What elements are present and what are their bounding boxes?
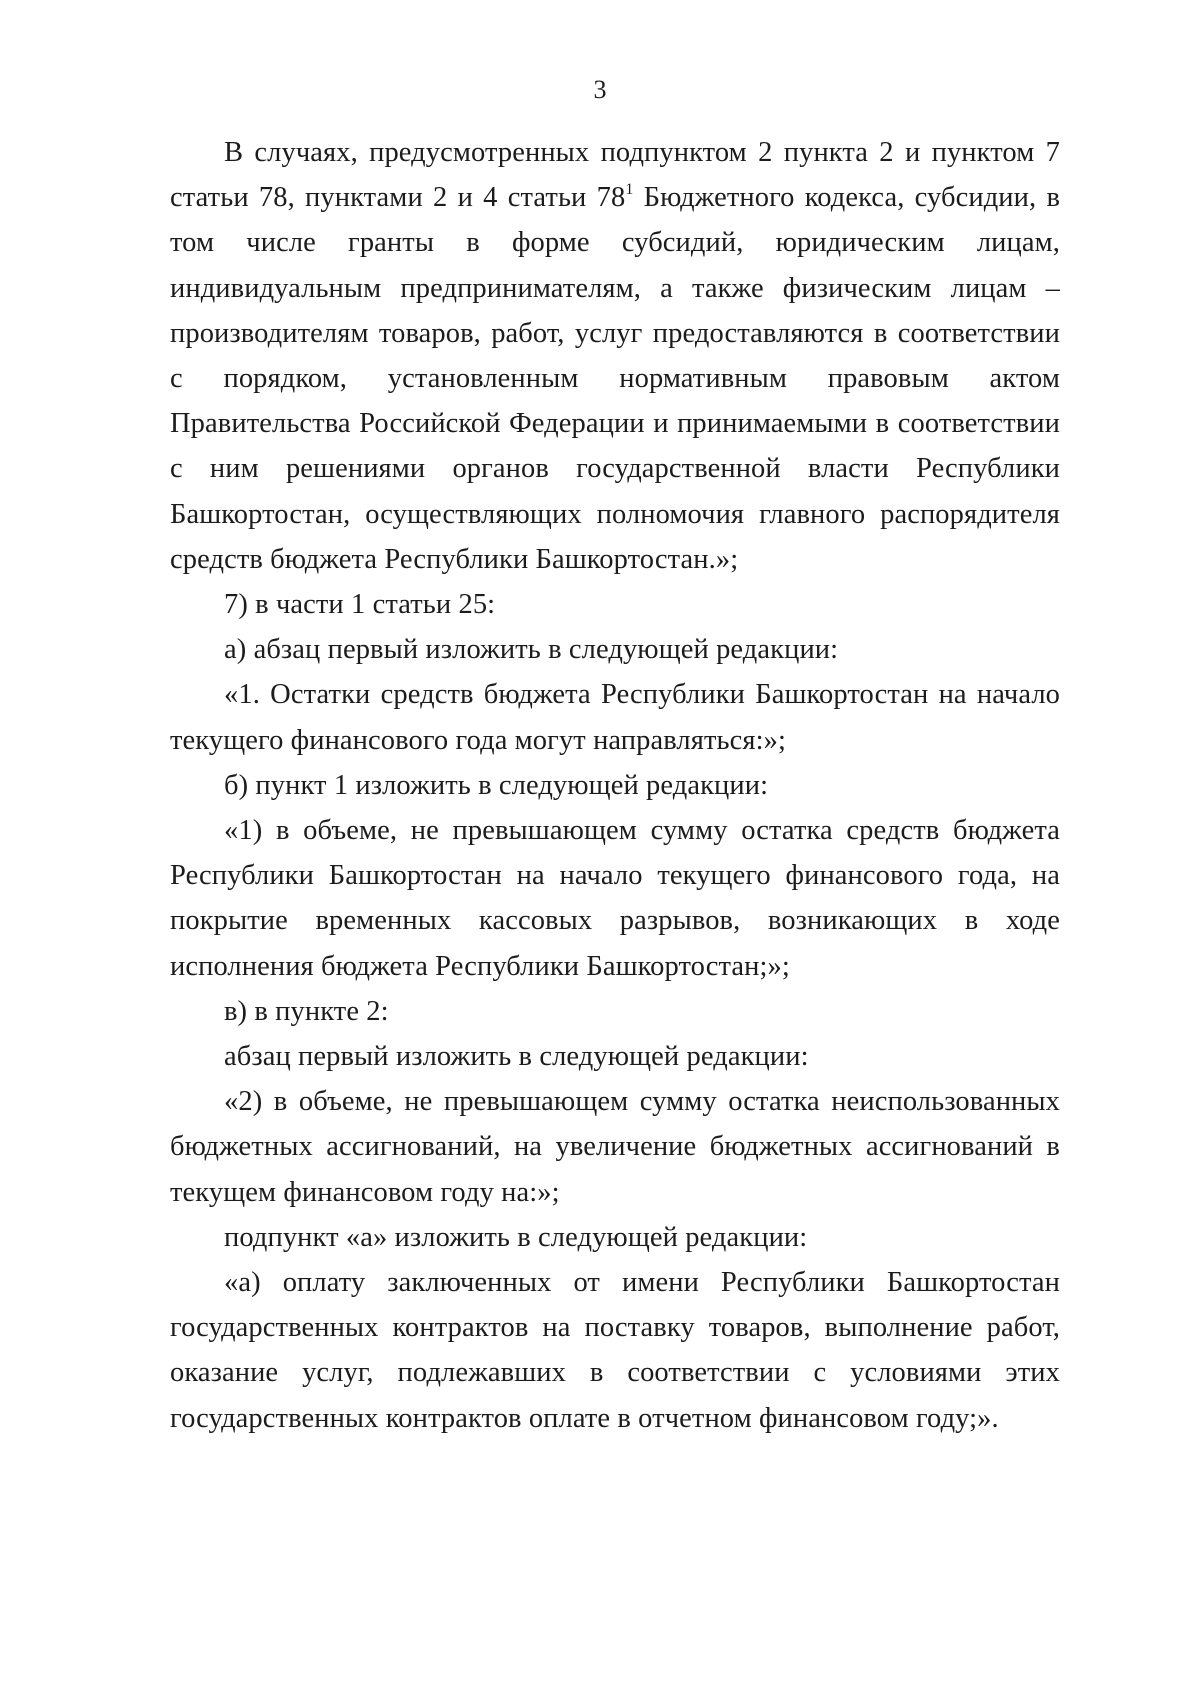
paragraph-item-a: а) абзац первый изложить в следующей редакции: (224, 634, 839, 666)
document-body (170, 130, 1060, 1441)
paragraph-item-7: 7) в части 1 статьи 25: (224, 589, 496, 621)
paragraph-first-abzac: абзац первый изложить в следующей редакции: (224, 1041, 809, 1073)
article-superscript: 1 (625, 181, 634, 199)
paragraph-item-v: в) в пункте 2: (224, 995, 389, 1027)
paragraph-quote-a-payment: «а) оплату заключенных от имени Республики Башкортостан государственных контрактов на поставку товаров, выполнение работ, оказание услуг, подлежавших в соответствии с условиями этих государственных контрактов оплате в отчетном финансовом году;». (170, 1267, 1060, 1434)
paragraph-quote-1: «1. Остатки средств бюджета Республики Башкортостан на начало текущего финансового года могут направляться:»; (170, 679, 1060, 756)
page-number: 3 (593, 75, 607, 104)
paragraph-item-b: б) пункт 1 изложить в следующей редакции: (224, 769, 769, 801)
paragraph-subsidies-text-end: Бюджетного кодекса, субсидии, в том числе гранты в форме субсидий, юридическим лицам, индивидуальным предпринимателям, а также физическим лицам – производителям товаров, работ, услуг предоставляются в соответствии с порядком, установленным нормативным правовым актом Правительства Российской Федерации и принимаемыми в соответствии с ним решениями органов государственной власти Республики Башкортостан, осуществляющих полномочия главного распорядителя средств бюджета Республики Башкортостан.»; (170, 182, 1060, 575)
paragraph-subitem-a: подпункт «а» изложить в следующей редакции: (224, 1221, 808, 1253)
paragraph-quote-1-volume: «1) в объеме, не превышающем сумму остатка средств бюджета Республики Башкортостан на начало текущего финансового года, на покрытие временных кассовых разрывов, возникающих в ходе исполнения бюджета Республики Башкортостан;»; (170, 815, 1060, 982)
paragraph-quote-2-volume: «2) в объеме, не превышающем сумму остатка неиспользованных бюджетных ассигнований, на увеличение бюджетных ассигнований в текущем финансовом году на:»; (170, 1086, 1060, 1208)
paragraph-subsidies-text-start: В случаях, предусмотренных подпунктом 2 пункта 2 и пунктом 7 статьи 78, пунктами 2 и 4 статьи 78 (170, 137, 1060, 214)
paragraph-subsidies (170, 130, 1060, 582)
